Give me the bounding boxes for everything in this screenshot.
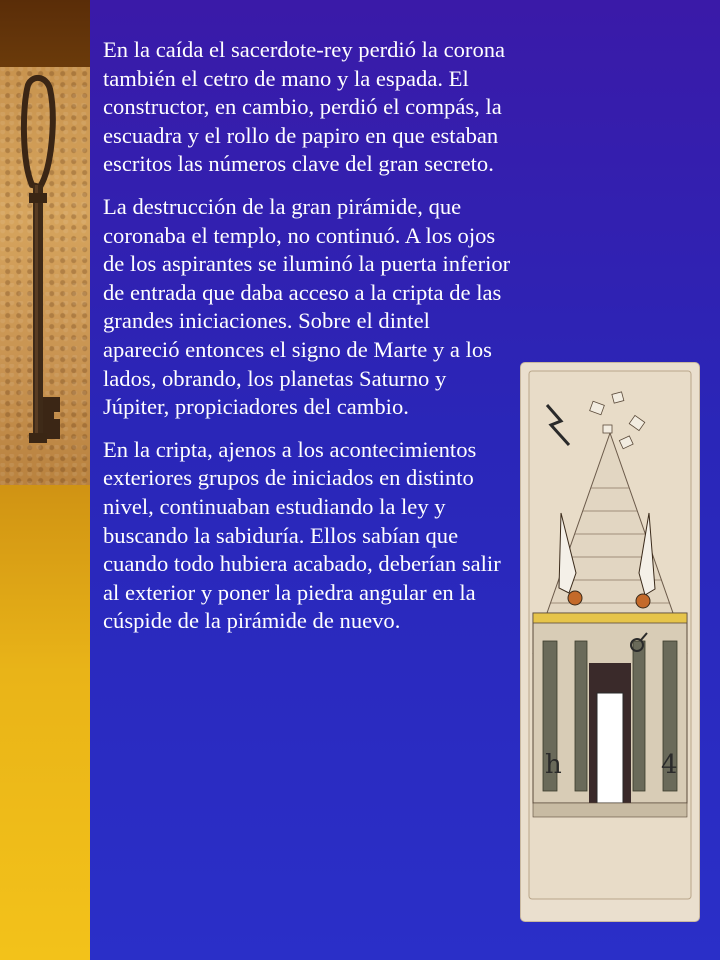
svg-text:4: 4 — [661, 750, 678, 780]
paragraph-2: La destrucción de la gran pirámide, que coronaba el templo, no continuó. A los ojos de los aspirantes se iluminó la puerta inferior de entrada que daba acceso a la cripta de las grandes iniciaciones. Sobre el dintel apareció entonces el signo de Marte y a los lados, obrando, los planetas Saturno y Júpiter, propiciadores del cambio. — [103, 193, 511, 420]
paragraph-1: En la caída el sacerdote-rey perdió la corona también el cetro de mano y la espada. El constructor, en cambio, perdió el compás, la escuadra y el rollo de papiro en que estaban escritos las números clave del gran secreto. — [103, 37, 506, 177]
tower-card-illustration — [521, 363, 699, 921]
key-icon — [0, 67, 90, 485]
body-text — [103, 36, 511, 650]
svg-text:h: h — [545, 750, 562, 780]
tarot-card-image — [521, 363, 699, 921]
key-photo — [0, 67, 90, 485]
paragraph-3: En la cripta, ajenos a los acontecimientos exteriores grupos de iniciados en distinto nivel, continuaban estudiando la ley y buscando la sabiduría. Ellos sabían que cuando todo hubiera acabado, deberían salir al exterior y poner la piedra angular en la cúspide de la pirámide de nuevo. — [103, 436, 501, 634]
